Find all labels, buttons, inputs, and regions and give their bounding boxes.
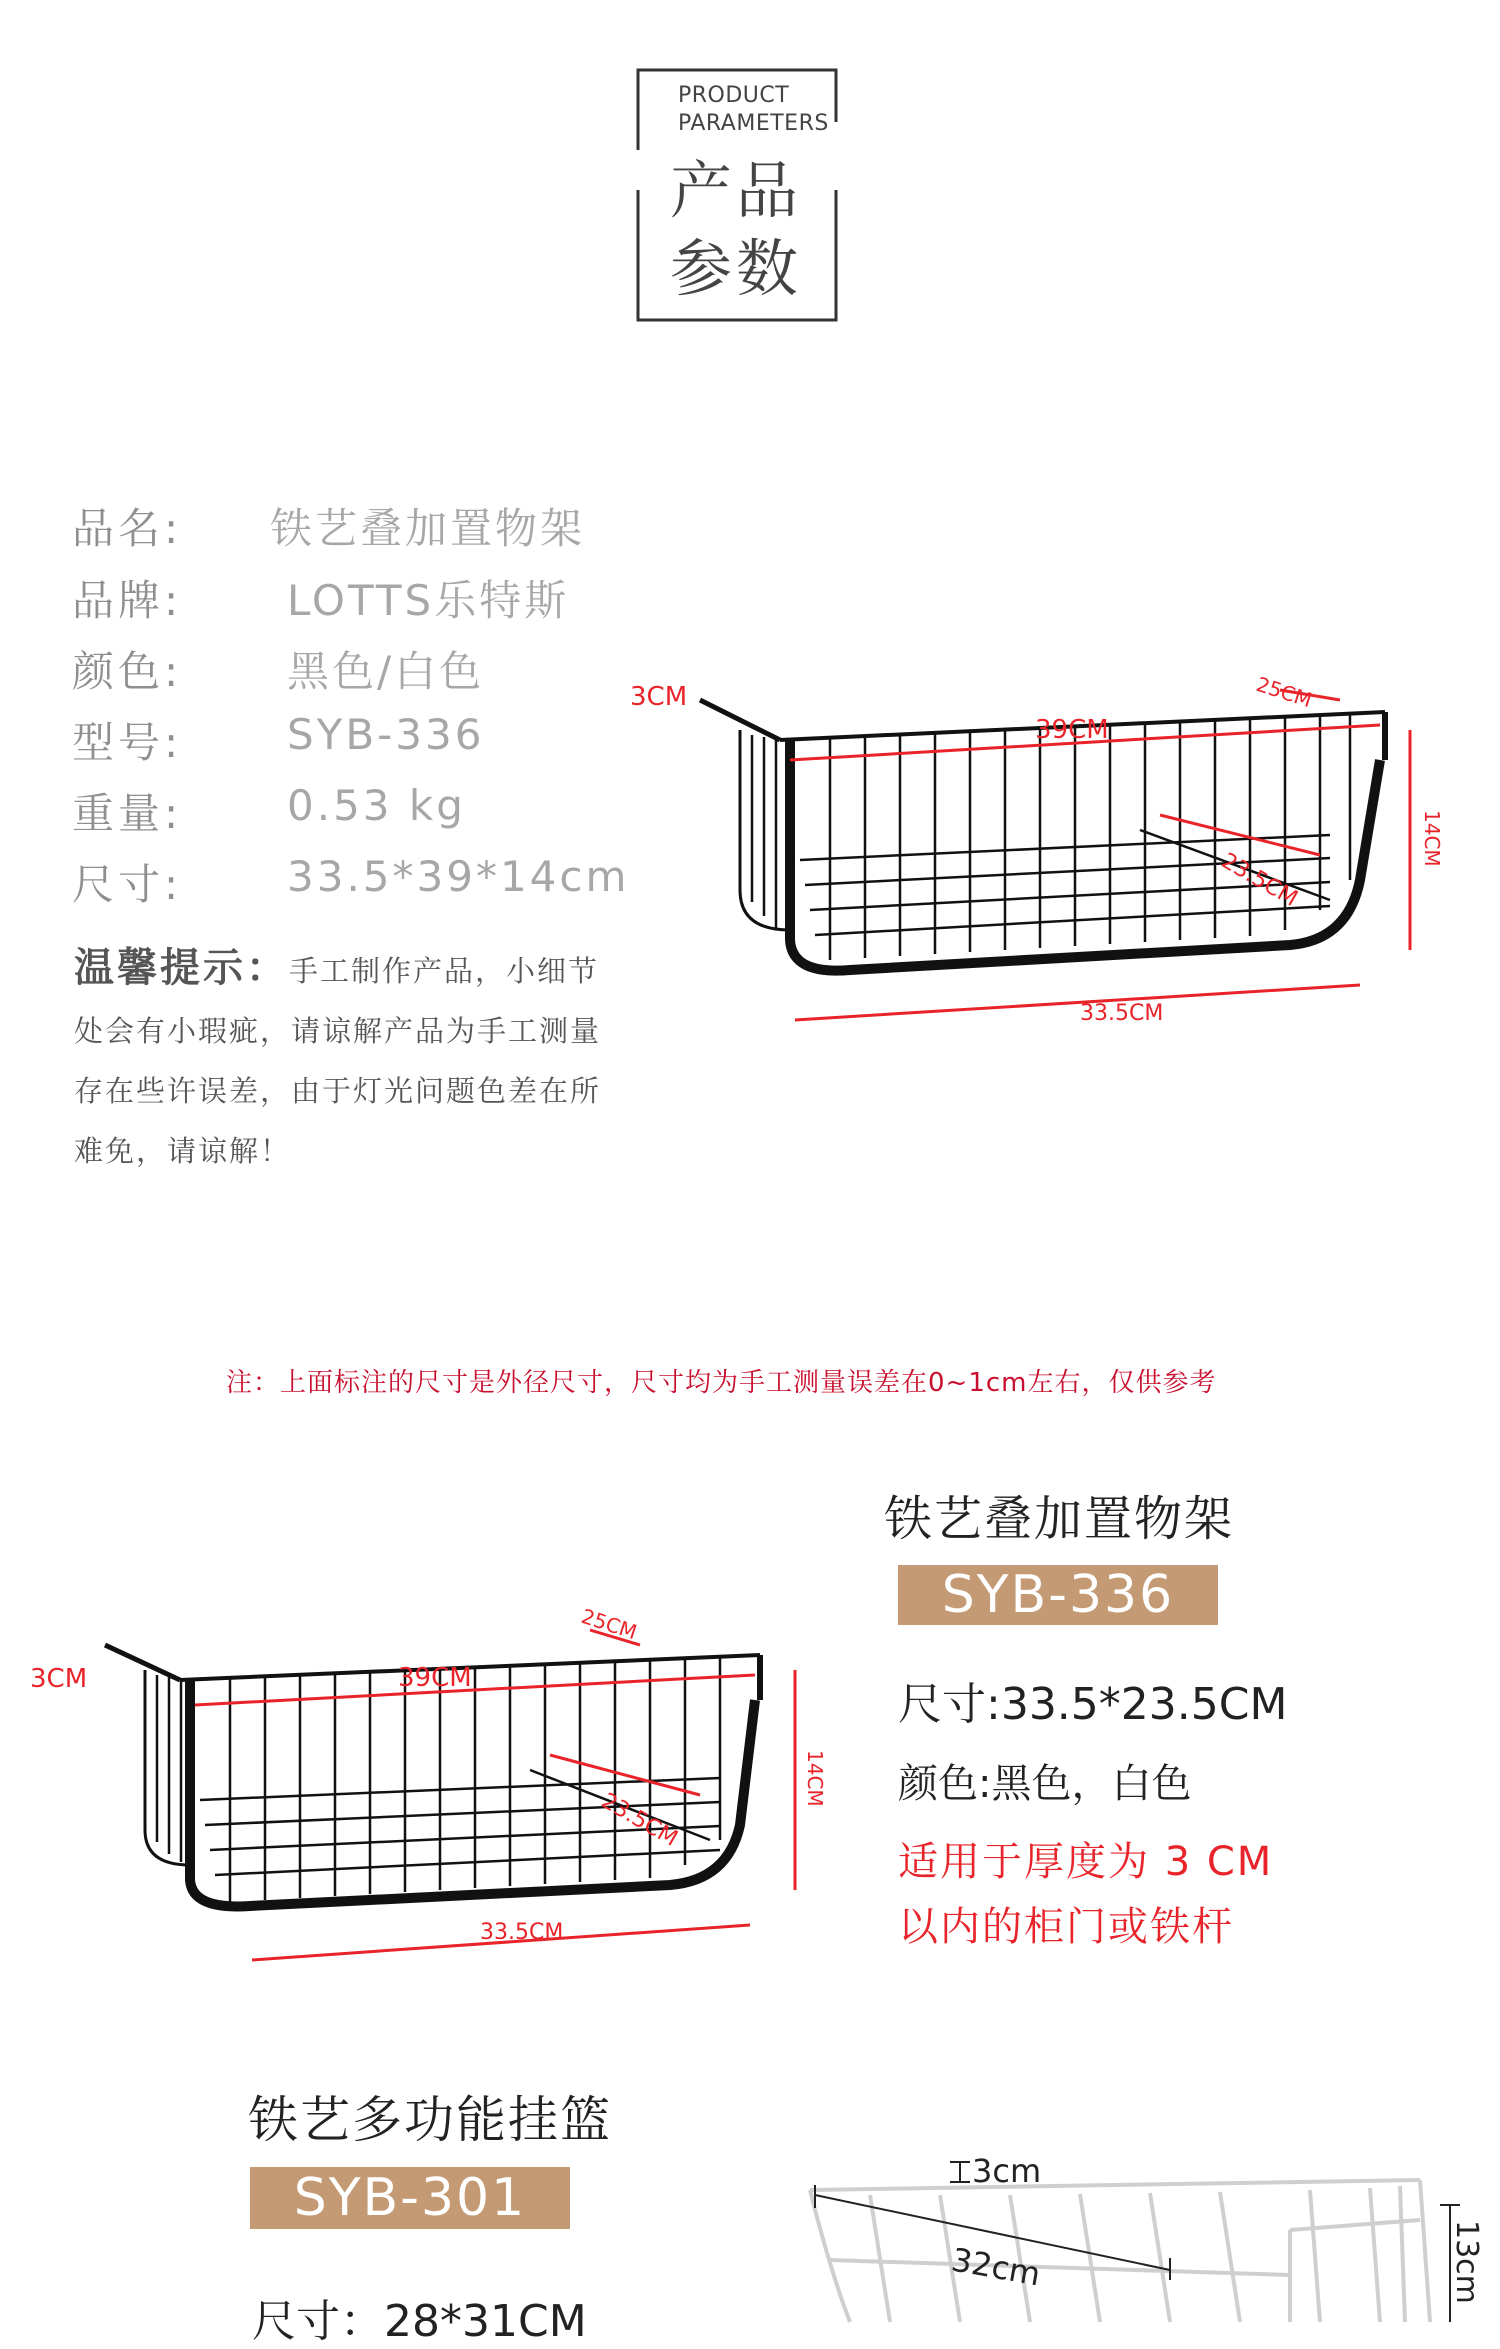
spec-label: 型号: [72, 718, 183, 767]
spec-row-model [72, 710, 692, 770]
badge-en-line2: PARAMETERS [678, 111, 829, 136]
product2-dim-depth: 32cm [948, 2240, 1044, 2294]
spec-label: 尺寸: [72, 860, 183, 909]
measurement-note: 注：上面标注的尺寸是外径尺寸，尺寸均为手工测量误差在0~1cm左右，仅供参考 [226, 1368, 1217, 1398]
spec-row-weight [72, 781, 692, 841]
product-parameters-badge [628, 66, 840, 324]
product1-size: 尺寸:33.5*23.5CM [898, 1679, 1288, 1730]
badge-en-text [678, 82, 829, 138]
dim-length-label: 39CM [1035, 715, 1109, 745]
spec-value: 33.5*39*14cm [287, 852, 630, 901]
spec-value: SYB-336 [287, 710, 485, 759]
product2-dim-height: 13cm [1449, 2220, 1484, 2304]
basket-image-top [630, 640, 1444, 1040]
product1-color: 颜色:黑色，白色 [898, 1761, 1192, 1807]
spec-row-size [72, 852, 692, 912]
product1-fit-line1: 适用于厚度为 3 CM [898, 1839, 1274, 1885]
spec-value: 0.53 kg [287, 781, 466, 830]
badge-en-line1: PRODUCT [678, 83, 790, 108]
badge-cn-line1: 产品 [670, 154, 803, 227]
spec-label: 品牌: [72, 576, 183, 625]
spec-row-brand [72, 568, 692, 628]
product1-model-badge: SYB-336 [898, 1565, 1218, 1625]
product1-dim-hook: 3CM [30, 1664, 88, 1694]
dim-hook-label: 3CM [630, 682, 688, 712]
spec-value: LOTTS乐特斯 [287, 576, 570, 625]
product2-basket-wire [810, 2180, 1430, 2322]
spec-row-color [72, 639, 692, 699]
spec-label: 重量: [72, 789, 183, 838]
product2-size: 尺寸：28*31CM [252, 2296, 587, 2347]
product1-dimension-lines [195, 1630, 795, 1960]
badge-cn-line2: 参数 [670, 232, 803, 305]
product2-model-badge: SYB-301 [250, 2167, 570, 2229]
product1-dim-depth-inner: 23.5CM [597, 1788, 682, 1852]
product1-fit-line2: 以内的柜门或铁杆 [898, 1904, 1234, 1950]
warm-tip-line4: 难免，请谅解！ [74, 1134, 292, 1168]
warm-tip-line1: 手工制作产品，小细节 [289, 954, 600, 988]
spec-row-name [72, 496, 692, 556]
badge-cn-text [670, 152, 802, 308]
dim-depth-top-label: 25CM [1253, 671, 1315, 713]
dim-depth-inner-label: 23.5CM [1217, 848, 1302, 912]
product1-dim-height: 14CM [803, 1750, 827, 1807]
product1-image [20, 1590, 840, 1950]
product1-name: 铁艺叠加置物架 [884, 1491, 1235, 1547]
dim-height-label: 14CM [1420, 810, 1444, 867]
product2-name: 铁艺多功能挂篮 [248, 2091, 612, 2149]
product1-dim-depth-top: 25CM [578, 1603, 640, 1645]
product2-image [790, 2150, 1484, 2322]
warm-tip [74, 936, 674, 1181]
warm-tip-line2: 处会有小瑕疵，请谅解产品为手工测量 [74, 1014, 602, 1048]
spec-value: 黑色/白色 [287, 647, 485, 696]
warm-tip-title: 温馨提示： [74, 945, 289, 991]
product1-dim-length: 39CM [398, 1663, 472, 1693]
dim-width-label: 33.5CM [1080, 1001, 1164, 1026]
spec-label: 品名: [72, 504, 183, 553]
warm-tip-line3: 存在些许误差，由于灯光问题色差在所 [74, 1074, 602, 1108]
spec-value: 铁艺叠加置物架 [270, 504, 586, 553]
spec-label: 颜色: [72, 647, 183, 696]
product2-dim-hook: 3cm [972, 2152, 1042, 2190]
product1-dim-width: 33.5CM [480, 1920, 564, 1945]
